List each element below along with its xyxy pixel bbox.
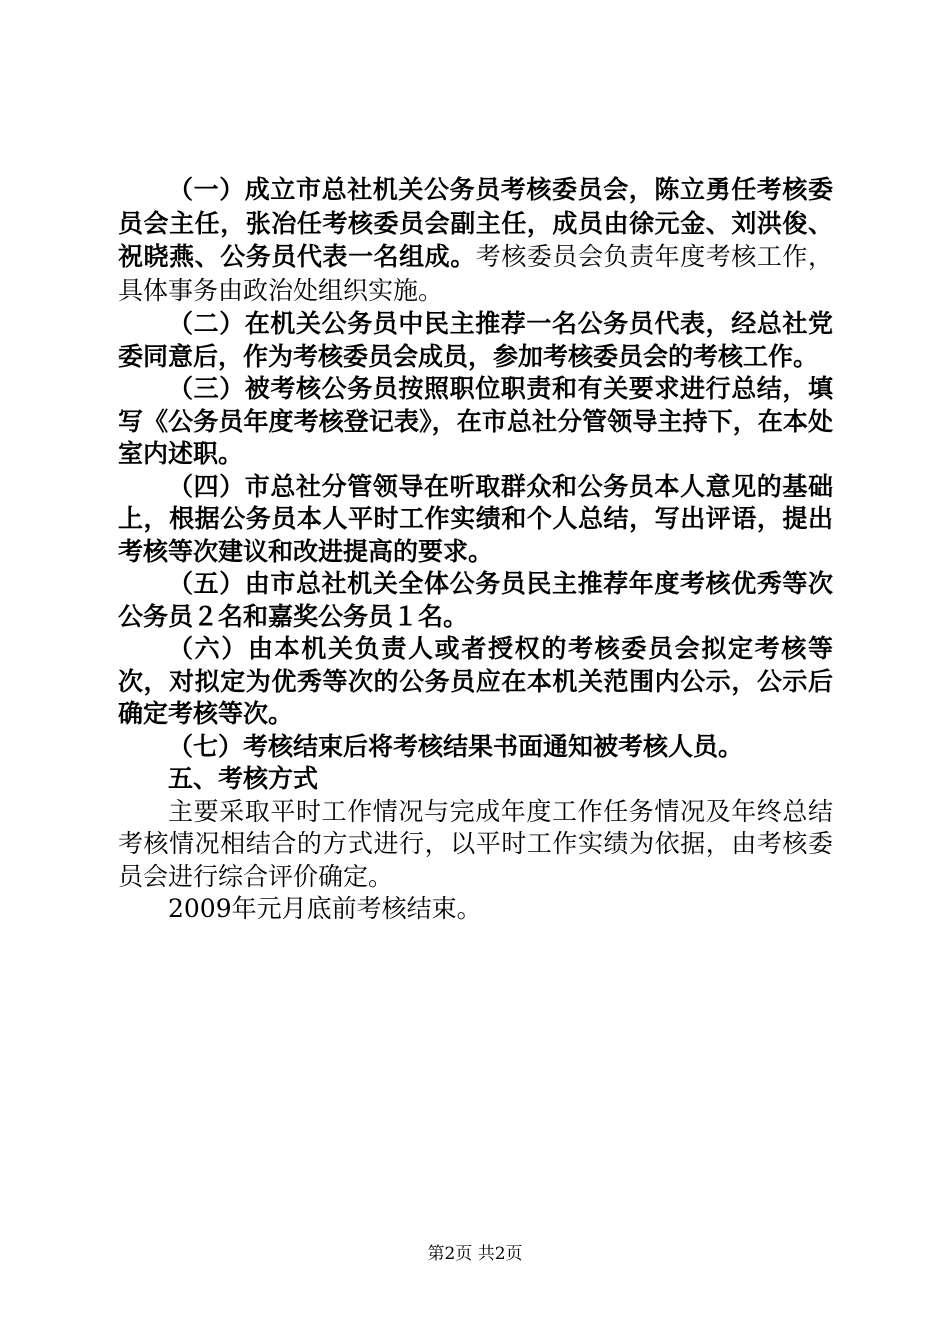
paragraph-7: （七）考核结束后将考核结果书面通知被考核人员。	[168, 731, 744, 761]
document-body	[118, 174, 833, 926]
section-heading: 五、考核方式	[168, 764, 319, 793]
page-footer: 第2页 共2页	[427, 1244, 523, 1264]
paragraph-5: （五）由市总社机关全体公务员民主推荐年度考核优秀等次公务员２名和嘉奖公务员１名。	[118, 569, 833, 631]
paragraph-2: （二）在机关公务员中民主推荐一名公务员代表，经总社党委同意后，作为考核委员会成员，参加考核委员会的考核工作。	[118, 309, 833, 371]
paragraph-1	[118, 174, 833, 308]
method-paragraph: 主要采取平时工作情况与完成年度工作任务情况及年终总结考核情况相结合的方式进行，以平时工作实绩为依据，由考核委员会进行综合评价确定。	[118, 796, 833, 891]
closing-line: 2009年元月底前考核结束。	[168, 894, 482, 923]
paragraph-3: （三）被考核公务员按照职位职责和有关要求进行总结，填写《公务员年度考核登记表》，在市总社分管领导主持下，在本处室内述职。	[118, 374, 833, 468]
paragraph-1-bold: （一）成立市总社机关公务员考核委员会，陈立勇任考核委员会主任，张冶任考核委员会副主任，成员由徐元金、刘洪俊、祝晓燕、公务员代表一名组成。	[118, 175, 833, 271]
paragraph-6: （六）由本机关负责人或者授权的考核委员会拟定考核等次，对拟定为优秀等次的公务员应在本机关范围内公示，公示后确定考核等次。	[118, 634, 833, 728]
paragraph-1-plain: 考核委员会负责年度考核工作，具体事务由政治处组织实施。	[118, 242, 833, 305]
paragraph-4: （四）市总社分管领导在听取群众和公务员本人意见的基础上，根据公务员本人平时工作实绩和个人总结，写出评语，提出考核等次建议和改进提高的要求。	[118, 471, 833, 566]
